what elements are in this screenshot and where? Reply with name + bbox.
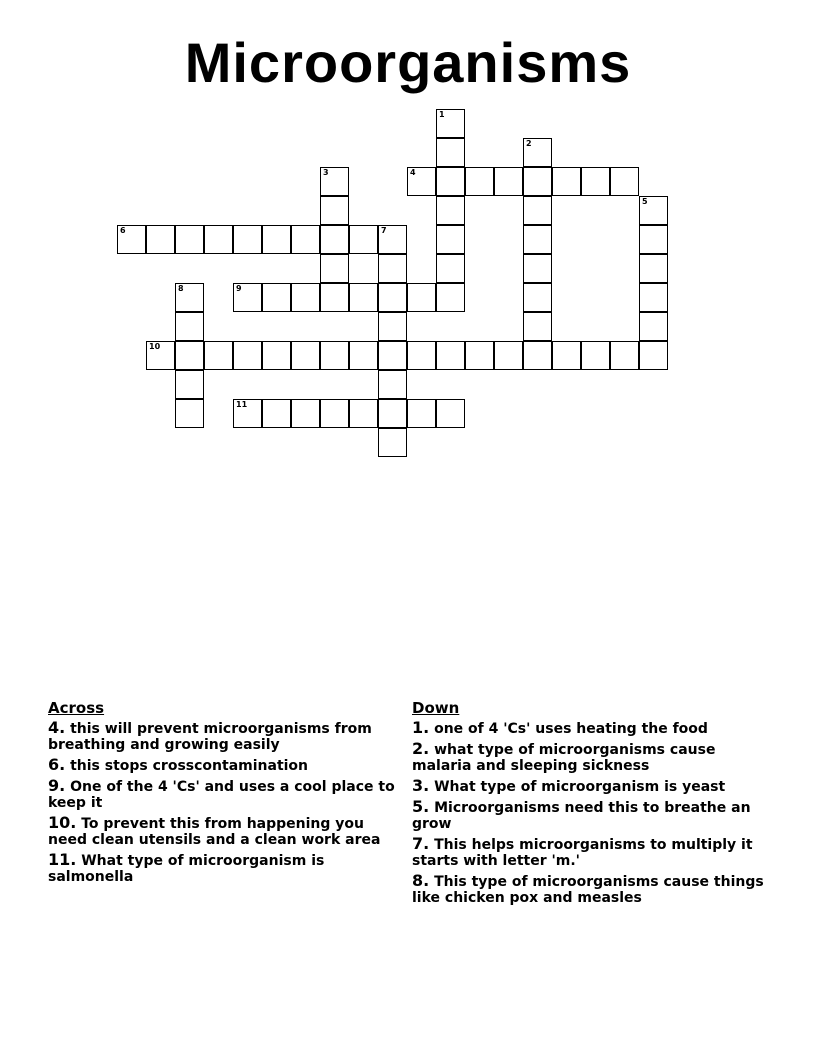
grid-cell[interactable]: [465, 341, 494, 370]
grid-cell[interactable]: [407, 167, 436, 196]
clue-text: Microorganisms need this to breathe an grow: [412, 800, 751, 832]
cell-number: 8: [178, 284, 184, 293]
grid-cell[interactable]: [436, 341, 465, 370]
grid-cell[interactable]: [581, 167, 610, 196]
grid-cell[interactable]: [262, 225, 291, 254]
clue-text: One of the 4 'Cs' and uses a cool place to keep it: [48, 779, 395, 811]
grid-cell[interactable]: [378, 428, 407, 457]
clue-text: what type of microorganisms cause malaria and sleeping sickness: [412, 742, 716, 774]
clue-text: this stops crosscontamination: [70, 758, 309, 774]
crossword-grid: [0, 0, 816, 480]
grid-cell[interactable]: [523, 341, 552, 370]
grid-cell[interactable]: [552, 341, 581, 370]
clue-across-4: [48, 720, 400, 753]
grid-cell[interactable]: [523, 283, 552, 312]
grid-cell[interactable]: [436, 225, 465, 254]
clue-down-8: [412, 873, 768, 906]
grid-cell[interactable]: [117, 225, 146, 254]
clue-down-7: [412, 836, 768, 869]
grid-cell[interactable]: [639, 341, 668, 370]
grid-cell[interactable]: [262, 283, 291, 312]
grid-cell[interactable]: [320, 167, 349, 196]
grid-cell[interactable]: [407, 399, 436, 428]
grid-cell[interactable]: [175, 341, 204, 370]
grid-cell[interactable]: [494, 341, 523, 370]
grid-cell[interactable]: [639, 254, 668, 283]
grid-cell[interactable]: [204, 225, 233, 254]
grid-cell[interactable]: [175, 399, 204, 428]
grid-cell[interactable]: [523, 138, 552, 167]
grid-cell[interactable]: [610, 167, 639, 196]
grid-cell[interactable]: [262, 399, 291, 428]
cell-number: 2: [526, 139, 532, 148]
grid-cell[interactable]: [233, 399, 262, 428]
clue-across-10: [48, 815, 400, 848]
grid-cell[interactable]: [552, 167, 581, 196]
clue-number: 11.: [48, 850, 77, 869]
grid-cell[interactable]: [378, 283, 407, 312]
cell-number: 5: [642, 197, 648, 206]
grid-cell[interactable]: [262, 341, 291, 370]
grid-cell[interactable]: [146, 341, 175, 370]
clue-text: What type of microorganism is yeast: [434, 779, 726, 795]
grid-cell[interactable]: [436, 283, 465, 312]
grid-cell[interactable]: [320, 283, 349, 312]
grid-cell[interactable]: [436, 167, 465, 196]
grid-cell[interactable]: [523, 196, 552, 225]
grid-cell[interactable]: [378, 370, 407, 399]
grid-cell[interactable]: [320, 196, 349, 225]
down-heading: Down: [412, 699, 460, 717]
grid-cell[interactable]: [436, 254, 465, 283]
grid-cell[interactable]: [581, 341, 610, 370]
grid-cell[interactable]: [610, 341, 639, 370]
clue-number: 2.: [412, 739, 430, 758]
grid-cell[interactable]: [378, 312, 407, 341]
grid-cell[interactable]: [378, 341, 407, 370]
cell-number: 10: [149, 342, 161, 351]
clue-down-5: [412, 799, 768, 832]
grid-cell[interactable]: [175, 312, 204, 341]
across-clues: [48, 700, 400, 889]
grid-cell[interactable]: [291, 341, 320, 370]
grid-cell[interactable]: [291, 283, 320, 312]
clue-text: To prevent this from happening you need clean utensils and a clean work area: [48, 816, 381, 848]
grid-cell[interactable]: [378, 399, 407, 428]
grid-cell[interactable]: [175, 370, 204, 399]
grid-cell[interactable]: [291, 225, 320, 254]
cell-number: 9: [236, 284, 242, 293]
grid-cell[interactable]: [233, 283, 262, 312]
cell-number: 3: [323, 168, 329, 177]
grid-cell[interactable]: [523, 312, 552, 341]
grid-cell[interactable]: [349, 283, 378, 312]
clue-number: 6.: [48, 755, 66, 774]
grid-cell[interactable]: [349, 399, 378, 428]
grid-cell[interactable]: [175, 283, 204, 312]
clue-number: 1.: [412, 718, 430, 737]
clue-number: 7.: [412, 834, 430, 853]
grid-cell[interactable]: [407, 341, 436, 370]
cell-number: 6: [120, 226, 126, 235]
clue-across-6: [48, 757, 400, 774]
grid-cell[interactable]: [175, 225, 204, 254]
clue-text: What type of microorganism is salmonella: [48, 853, 325, 885]
grid-cell[interactable]: [320, 254, 349, 283]
grid-cell[interactable]: [378, 225, 407, 254]
grid-cell[interactable]: [639, 312, 668, 341]
grid-cell[interactable]: [233, 341, 262, 370]
clue-number: 4.: [48, 718, 66, 737]
grid-cell[interactable]: [349, 225, 378, 254]
grid-cell[interactable]: [291, 399, 320, 428]
grid-cell[interactable]: [233, 225, 262, 254]
clue-text: This type of microorganisms cause things like chicken pox and measles: [412, 874, 764, 906]
cell-number: 4: [410, 168, 416, 177]
grid-cell[interactable]: [349, 341, 378, 370]
cell-number: 7: [381, 226, 387, 235]
grid-cell[interactable]: [523, 254, 552, 283]
grid-cell[interactable]: [523, 225, 552, 254]
clue-number: 5.: [412, 797, 430, 816]
down-clues: [412, 700, 768, 910]
grid-cell[interactable]: [436, 138, 465, 167]
clue-number: 10.: [48, 813, 77, 832]
grid-cell[interactable]: [204, 341, 233, 370]
grid-cell[interactable]: [436, 109, 465, 138]
cell-number: 11: [236, 400, 248, 409]
grid-cell[interactable]: [639, 196, 668, 225]
grid-cell[interactable]: [146, 225, 175, 254]
across-heading: Across: [48, 699, 105, 717]
grid-cell[interactable]: [320, 399, 349, 428]
clue-number: 9.: [48, 776, 66, 795]
clue-down-3: [412, 778, 768, 795]
clue-text: this will prevent microorganisms from breathing and growing easily: [48, 721, 372, 753]
clue-number: 3.: [412, 776, 430, 795]
clue-text: one of 4 'Cs' uses heating the food: [434, 721, 708, 737]
grid-cell[interactable]: [378, 254, 407, 283]
clue-across-11: [48, 852, 400, 885]
clue-across-9: [48, 778, 400, 811]
cell-number: 1: [439, 110, 445, 119]
grid-cell[interactable]: [436, 399, 465, 428]
grid-cell[interactable]: [320, 225, 349, 254]
clue-text: This helps microorganisms to multiply it starts with letter 'm.': [412, 837, 753, 869]
grid-cell[interactable]: [465, 167, 494, 196]
grid-cell[interactable]: [320, 341, 349, 370]
clue-down-1: [412, 720, 768, 737]
grid-cell[interactable]: [407, 283, 436, 312]
page-title: Microorganisms: [184, 31, 632, 94]
grid-cell[interactable]: [436, 196, 465, 225]
grid-cell[interactable]: [494, 167, 523, 196]
grid-cell[interactable]: [639, 225, 668, 254]
clue-number: 8.: [412, 871, 430, 890]
grid-cell[interactable]: [639, 283, 668, 312]
grid-cell[interactable]: [523, 167, 552, 196]
clue-down-2: [412, 741, 768, 774]
